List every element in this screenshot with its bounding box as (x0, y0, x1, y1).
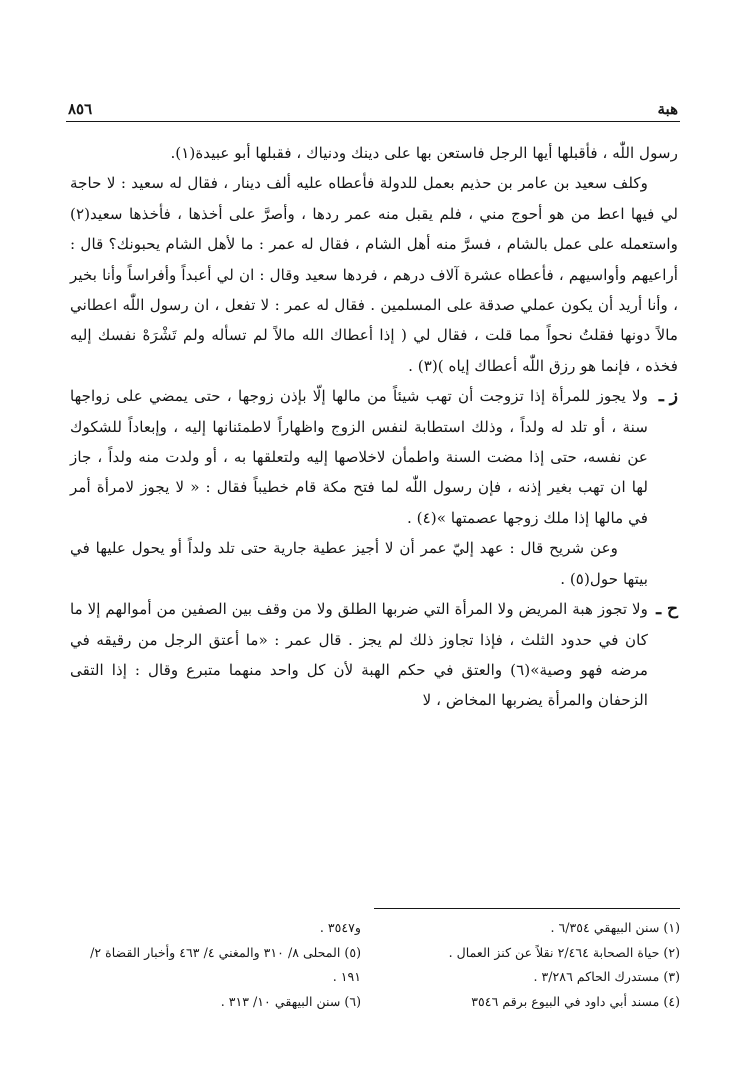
footnotes-column-left (66, 916, 361, 1014)
main-text (70, 138, 678, 716)
footnote-rule (374, 908, 680, 909)
paragraph-shurayh: وعن شريح قال : عهد إليّ عمر أن لا أجيز عطية جارية حتى تلد ولداً أو يحول عليها في بيتها حول(٥) . (70, 539, 648, 588)
section-item-z (70, 381, 678, 594)
footnote-5: (٥) المحلى ٨/ ٣١٠ والمغني ٤/ ٤٦٣ وأخبار القضاة ٢/ ١٩١ . (90, 944, 361, 984)
page-header (68, 94, 678, 118)
paragraph-said-bin-amer: وكلف سعيد بن عامر بن حذيم بعمل للدولة فأعطاه عليه ألف دينار ، فقال له سعيد : لا حاجة لي فيها اعط من هو أحوج مني ، فلم يقبل منه عمر ردها ، وأصرَّ على أخذها ، فأخذها سعيد(٢) واستعمله على عمل بالشام ، فسرَّ منه أهل الشام ، فقال له عمر : ما لأهل الشام يحبونك؟ قال : أراعيهم وأواسيهم ، فأعطاه عشرة آلاف درهم ، فردها سعيد وقال : ان لي أعبداً وأفراساً وأنا بخير ، وأنا أريد أن يكون عملي صدقة على المسلمين . فقال له عمر : لا تفعل ، ان رسول اللّٰه اعطاني مالاً دونها فقلتُ نحواً مما قلت ، فقال لي ( إذا أعطاك الله مالاً لم تسأله ولم تَشْرَهْ نفسك إليه فخذه ، فإنما هو رزق اللّٰه أعطاك إياه )(٣) . (70, 174, 678, 375)
item-marker-z: ز ـ (658, 386, 678, 407)
footnote-1: (١) سنن البيهقي ٦/٣٥٤ . (550, 920, 680, 935)
footnote-4-continued: و٣٥٤٧ . (319, 920, 361, 935)
item-h-text: ولا تجوز هبة المريض ولا المرأة التي ضربها الطلق ولا من وقف بين الصفين من أموالهم إلا ما كان في حدود الثلث ، فإذا تجاوز ذلك لم يجز . قال عمر : «ما أعتق الرجل من رقيقه في مرضه فهو وصية»(٦) والعتق في حكم الهبة لأن كل واحد منهما متبرع وقال : إذا التقى الزحفان والمرأة يضربها المخاض ، لا (70, 600, 648, 710)
running-title: هبة (657, 100, 678, 118)
section-item-h (70, 594, 678, 716)
footnotes (66, 916, 680, 1014)
footnote-6: (٦) سنن البيهقي ١٠/ ٣١٣ . (220, 993, 361, 1009)
item-marker-h: ح ـ (656, 599, 678, 620)
continuation-line: رسول اللّٰه ، فأقبلها أيها الرجل فاستعن بها على دينك ودنياك ، فقبلها أبو عبيدة(١). (170, 144, 678, 162)
footnote-3: (٣) مستدرك الحاكم ٣/٢٨٦ . (533, 969, 680, 984)
page-number: ٨٥٦ (68, 100, 93, 118)
footnote-2: (٢) حياة الصحابة ٢/٤٦٤ نقلاً عن كنز العمال . (448, 944, 680, 960)
item-z-text: ولا يجوز للمرأة إذا تزوجت أن تهب شيئاً من مالها إلّا بإذن زوجها ، حتى يمضي على زواجها سنة ، أو تلد له ولداً ، وذلك استطابة لنفس الزوج واظهاراً لاطمئنانها إليه ، وإبعاداً للشكوك عن نفسه، حتى إذا مضت السنة واطمأن لاخلاصها إليه ولتعلقها به ، أو ولدت منه ولداً ، جاز لها ان تهب بغير إذنه ، فإن رسول اللّٰه لما فتح مكة قام خطيباً فقال : « لا يجوز لامرأة أمر في مالها إذا ملك زوجها عصمتها »(٤) . (70, 387, 648, 527)
footnote-4: (٤) مسند أبي داود في البيوع برقم ٣٥٤٦ (471, 993, 680, 1009)
footnotes-column-right (385, 916, 680, 1014)
header-rule (66, 121, 680, 122)
